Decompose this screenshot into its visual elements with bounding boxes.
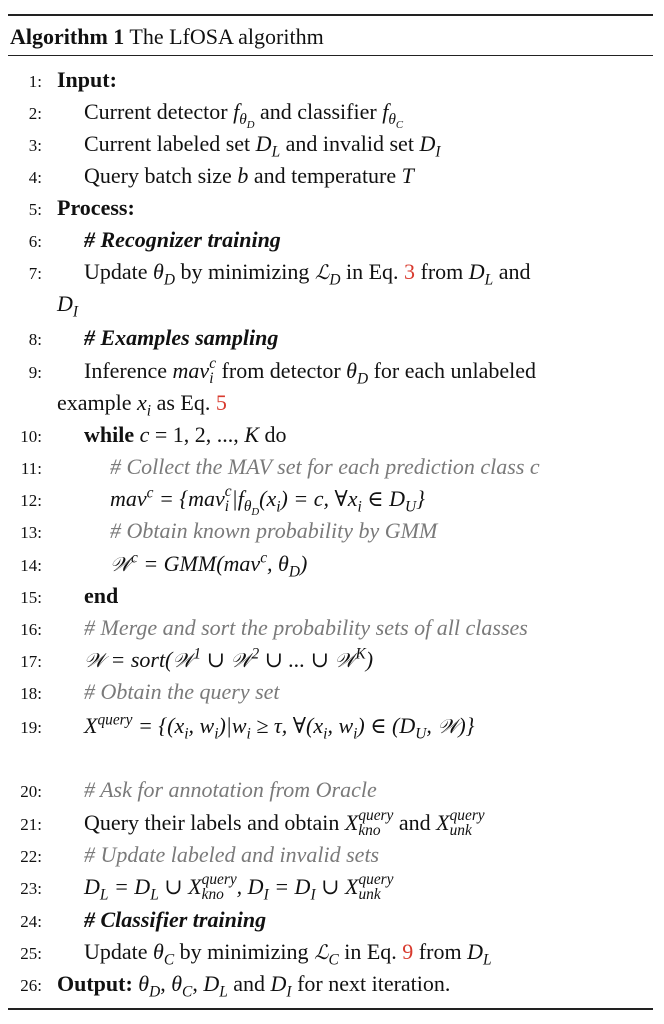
line-number: 4: bbox=[28, 168, 42, 187]
algo-line-9-cont bbox=[0, 387, 664, 419]
algo-line-16 bbox=[0, 612, 664, 644]
text: Inference bbox=[84, 358, 168, 383]
text: Update bbox=[84, 939, 148, 964]
line-text: Query batch size b and temperature T bbox=[84, 163, 414, 188]
line-number: 20: bbox=[20, 782, 42, 801]
line-number: 16: bbox=[20, 620, 42, 639]
keyword: Output: bbox=[57, 971, 133, 996]
line-number: 10: bbox=[20, 427, 42, 446]
line-number: 13: bbox=[20, 523, 42, 542]
algo-line-24 bbox=[0, 904, 664, 936]
line-text: Update $\theta_D$ by minimizing ℒ$_D$ in Eq. 3 from $D_L$ and bbox=[84, 259, 531, 289]
comment: # Obtain known probability by GMM bbox=[110, 518, 438, 543]
line-number: 5: bbox=[28, 200, 42, 219]
text: and bbox=[398, 810, 431, 835]
line-text: Current labeled set $D_L$ and invalid set $D_I$ bbox=[84, 131, 441, 161]
algo-line-26 bbox=[0, 968, 664, 1000]
line-text: Inference mavc i from detector $\theta_D$ for each unlabeled bbox=[84, 355, 537, 388]
line-text: 𝒲$^c$ = GMM(mav$^c$, $\theta_D$) bbox=[110, 549, 308, 581]
section-comment: # Recognizer training bbox=[84, 227, 281, 252]
algo-line-10 bbox=[0, 419, 664, 451]
text: do bbox=[264, 422, 287, 447]
title-rule bbox=[8, 55, 653, 56]
text: by minimizing bbox=[179, 939, 309, 964]
text: for next iteration. bbox=[297, 971, 451, 996]
line-number: 2: bbox=[28, 104, 42, 123]
line-text bbox=[57, 64, 117, 96]
algo-line-20 bbox=[0, 774, 664, 806]
text: Query batch size bbox=[84, 163, 232, 188]
text: example bbox=[57, 390, 132, 415]
text: and classifier bbox=[260, 99, 377, 124]
line-number: 15: bbox=[20, 588, 42, 607]
algo-line-14 bbox=[0, 548, 664, 580]
algo-line-5 bbox=[0, 192, 664, 224]
comment: # Obtain the query set bbox=[84, 679, 280, 704]
algo-line-3 bbox=[0, 128, 664, 160]
line-number: 21: bbox=[20, 815, 42, 834]
text: in Eq. bbox=[345, 259, 399, 284]
text: Current detector bbox=[84, 99, 228, 124]
comment: # Collect the MAV set for each prediction class c bbox=[110, 454, 540, 479]
text: in Eq. bbox=[344, 939, 397, 964]
algo-line-9 bbox=[0, 355, 664, 387]
algo-line-11 bbox=[0, 451, 664, 483]
text: by minimizing bbox=[180, 259, 310, 284]
algorithm-name: The LfOSA algorithm bbox=[129, 24, 324, 49]
line-text: mav$^c$ = {mavc i $|f_{\theta_D}(x_i) = c$, $\forall x_i$ ∈ $D_U$} bbox=[110, 483, 425, 519]
algo-line-18 bbox=[0, 676, 664, 708]
algo-line-23 bbox=[0, 871, 664, 903]
line-number: 9: bbox=[28, 363, 42, 382]
text: and bbox=[498, 259, 531, 284]
line-number: 6: bbox=[28, 232, 42, 251]
line-text: Query their labels and obtain Xquery kno and Xquery unk bbox=[84, 807, 485, 839]
text: from bbox=[420, 259, 464, 284]
algo-line-21 bbox=[0, 807, 664, 839]
line-number: 25: bbox=[20, 944, 42, 963]
section-comment: # Examples sampling bbox=[84, 325, 279, 350]
keyword: Process: bbox=[57, 195, 135, 220]
text: Current labeled set bbox=[84, 131, 251, 156]
text: Update bbox=[84, 259, 148, 284]
line-text: $D_I$ bbox=[57, 291, 79, 321]
algo-line-7 bbox=[0, 256, 664, 288]
top-rule bbox=[8, 14, 653, 16]
line-number: 24: bbox=[20, 912, 42, 931]
algo-line-15 bbox=[0, 580, 664, 612]
text: for each unlabeled bbox=[373, 358, 537, 383]
algo-line-12 bbox=[0, 483, 664, 519]
line-text: $X^{query} = \{(x_i$, $w_i)|w_i \ge \tau$, $\forall(x_i$, $w_i$) ∈ ($D_U$, 𝒲)} bbox=[84, 711, 475, 743]
line-number: 3: bbox=[28, 136, 42, 155]
line-text: example $x_i$ as Eq. 5 bbox=[57, 390, 227, 420]
text: Query their labels and obtain bbox=[84, 810, 340, 835]
line-text: Current detector $f_{\theta_D}$ and classifier $f_{\theta_C}$ bbox=[84, 99, 404, 132]
algorithm-title bbox=[10, 22, 324, 52]
text: and temperature bbox=[253, 163, 397, 188]
eq-ref-5[interactable]: 5 bbox=[215, 390, 227, 415]
algo-line-19 bbox=[0, 710, 664, 742]
line-number: 8: bbox=[28, 330, 42, 349]
line-number: 19: bbox=[20, 718, 42, 737]
keyword: Input: bbox=[57, 67, 117, 92]
line-number: 23: bbox=[20, 879, 42, 898]
bottom-rule bbox=[8, 1008, 653, 1010]
algo-line-17 bbox=[0, 644, 664, 676]
text: and invalid set bbox=[285, 131, 414, 156]
algo-line-25 bbox=[0, 936, 664, 968]
line-number: 12: bbox=[20, 491, 42, 510]
line-number: 1: bbox=[28, 72, 42, 91]
algo-line-4 bbox=[0, 160, 664, 192]
text: and bbox=[233, 971, 266, 996]
comment: # Update labeled and invalid sets bbox=[84, 842, 380, 867]
algo-line-2 bbox=[0, 96, 664, 132]
algo-line-7-cont bbox=[0, 288, 664, 320]
line-text bbox=[57, 192, 135, 224]
algo-line-1 bbox=[0, 64, 664, 96]
comment: # Merge and sort the probability sets of all classes bbox=[84, 615, 528, 640]
line-number: 11: bbox=[20, 459, 42, 478]
eq-ref-9[interactable]: 9 bbox=[402, 939, 414, 964]
algo-line-22 bbox=[0, 839, 664, 871]
comment: # Ask for annotation from Oracle bbox=[84, 777, 377, 802]
eq-ref-3[interactable]: 3 bbox=[404, 259, 416, 284]
keyword: while bbox=[84, 422, 135, 447]
line-text: Output: $\theta_D$, $\theta_C$, $D_L$ and $D_I$ for next iteration. bbox=[57, 971, 451, 1001]
line-number: 26: bbox=[20, 976, 42, 995]
algorithm-label: Algorithm 1 bbox=[10, 24, 125, 49]
algo-line-8 bbox=[0, 322, 664, 354]
keyword: end bbox=[84, 583, 119, 608]
line-number: 22: bbox=[20, 847, 42, 866]
text: from detector bbox=[221, 358, 341, 383]
line-text: 𝒲 = sort(𝒲$^1$ ∪ 𝒲$^2$ ∪ ... ∪ 𝒲$^K$) bbox=[84, 645, 374, 672]
line-number: 14: bbox=[20, 556, 42, 575]
section-comment: # Classifier training bbox=[84, 907, 267, 932]
line-text: while c = 1, 2, ..., K do bbox=[84, 422, 287, 447]
line-text: Update $\theta_C$ by minimizing ℒ$_C$ in Eq. 9 from $D_L$ bbox=[84, 939, 492, 969]
line-text: $D_L = D_L$ ∪ Xquery kno , $D_I = D_I$ ∪ Xquery unk bbox=[84, 871, 394, 904]
text: as Eq. bbox=[156, 390, 211, 415]
line-number: 7: bbox=[28, 264, 42, 283]
algo-line-6 bbox=[0, 224, 664, 256]
algo-line-13 bbox=[0, 515, 664, 547]
text: from bbox=[418, 939, 462, 964]
line-number: 18: bbox=[20, 684, 42, 703]
line-number: 17: bbox=[20, 652, 42, 671]
